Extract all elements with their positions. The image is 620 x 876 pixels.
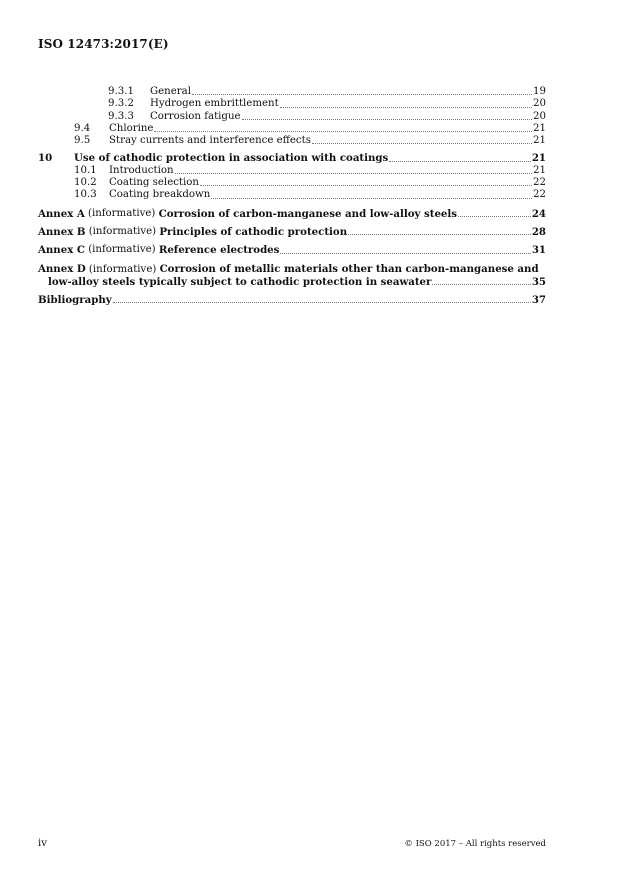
toc-number: 10.2 (74, 177, 97, 189)
dot-leader (154, 131, 532, 132)
annex-type: (informative) (88, 225, 157, 237)
toc-number: 10.3 (74, 189, 97, 201)
toc-title: General (150, 86, 191, 97)
dot-leader (200, 185, 532, 186)
dot-leader (280, 107, 532, 108)
copyright-notice: © ISO 2017 – All rights reserved (404, 839, 546, 849)
toc-number: 10 (38, 152, 53, 165)
toc-entry-10-1[interactable] (38, 165, 546, 177)
toc-entry-bibliography[interactable] (38, 294, 546, 306)
toc-number: 9.3.3 (108, 110, 134, 122)
annex-type: (informative) (88, 244, 156, 256)
toc-entry-9-5[interactable] (38, 135, 546, 147)
toc-page: 21 (531, 152, 546, 165)
toc-title: Coating selection (109, 177, 199, 189)
toc-entry-9-3-1[interactable] (38, 86, 546, 98)
toc-number: 9.4 (74, 122, 91, 134)
toc-title: Introduction (109, 164, 174, 176)
toc-number: 9.3.2 (108, 98, 134, 110)
toc-page: 37 (531, 294, 546, 307)
toc-entry-10-2[interactable] (38, 177, 546, 189)
toc-page: 21 (533, 122, 546, 134)
toc-page: 21 (533, 164, 546, 176)
document-id-header: ISO 12473:2017(E) (38, 37, 169, 51)
toc-number: 10.1 (74, 164, 97, 176)
dot-leader (211, 198, 532, 199)
toc-entry-annex-b[interactable] (38, 226, 546, 238)
toc-page: 19 (533, 86, 546, 97)
toc-title: Coating breakdown (109, 189, 211, 201)
table-of-contents (38, 86, 546, 306)
annex-label: Annex D (38, 262, 86, 275)
dot-leader (312, 143, 532, 144)
page-number: iv (38, 838, 47, 849)
toc-page: 24 (531, 207, 546, 220)
toc-page: 31 (531, 244, 546, 257)
annex-type: (informative) (88, 263, 157, 275)
annex-type: (informative) (87, 207, 156, 219)
toc-entry-9-4[interactable] (38, 123, 546, 135)
dot-leader (280, 253, 530, 254)
dot-leader (192, 94, 532, 95)
toc-page: 20 (533, 110, 546, 122)
toc-title: Chlorine (109, 122, 154, 134)
toc-number: 9.5 (74, 135, 91, 147)
toc-title: Principles of cathodic protection (159, 225, 348, 238)
toc-page: 20 (533, 98, 546, 110)
toc-title-line-2: low-alloy steels typically subject to cathodic protection in seawater (48, 275, 432, 288)
toc-page: 28 (531, 225, 546, 238)
toc-title: Corrosion of carbon-manganese and low-alloy steels (158, 207, 458, 220)
toc-title: Use of cathodic protection in association with coatings (74, 152, 389, 165)
dot-leader (458, 216, 531, 217)
toc-title-line-1: Corrosion of metallic materials other than carbon-manganese and (159, 262, 539, 275)
toc-title: Stray currents and interference effects (109, 135, 311, 147)
toc-title: Reference electrodes (158, 244, 280, 257)
annex-label: Annex B (38, 225, 86, 238)
toc-number: 9.3.1 (108, 86, 134, 97)
dot-leader (242, 119, 533, 120)
dot-leader (113, 302, 531, 303)
toc-page: 22 (533, 177, 546, 189)
dot-leader (175, 173, 533, 174)
toc-page: 22 (533, 189, 546, 201)
dot-leader (389, 161, 531, 162)
toc-entry-9-3-3[interactable] (38, 111, 546, 123)
toc-page: 35 (531, 275, 546, 288)
toc-entry-10-3[interactable] (38, 189, 546, 201)
toc-entry-annex-c[interactable] (38, 244, 546, 256)
dot-leader (348, 234, 531, 235)
toc-page: 21 (533, 135, 546, 147)
toc-entry-annex-a[interactable] (38, 208, 546, 220)
toc-entry-10[interactable] (38, 152, 546, 164)
toc-title: Bibliography (38, 294, 112, 307)
toc-entry-annex-d[interactable] (38, 263, 546, 289)
toc-title: Corrosion fatigue (150, 110, 241, 122)
annex-label: Annex C (38, 244, 85, 257)
toc-title: Hydrogen embrittlement (150, 98, 279, 110)
toc-entry-9-3-2[interactable] (38, 98, 546, 110)
annex-label: Annex A (38, 207, 85, 220)
dot-leader (432, 284, 530, 285)
